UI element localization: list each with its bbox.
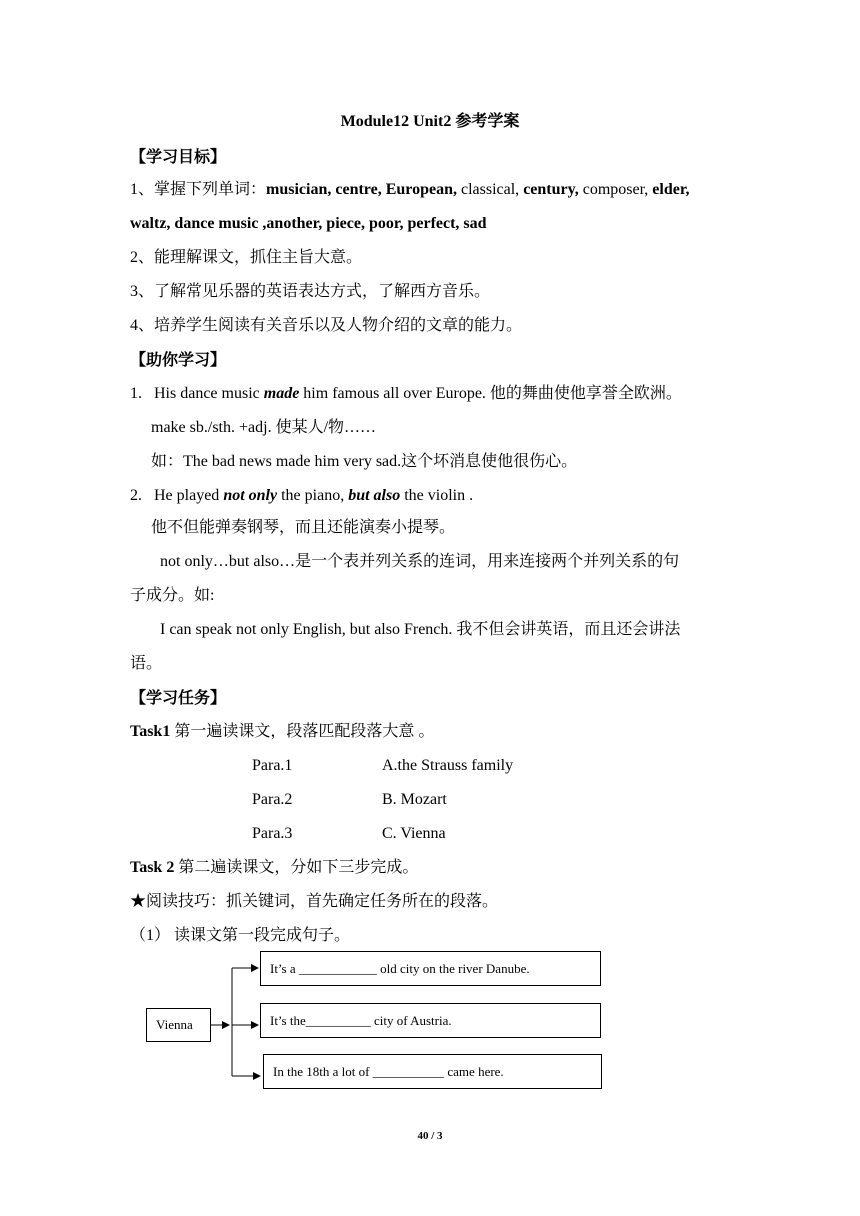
objective-4: 4、培养学生阅读有关音乐以及人物介绍的文章的能力。 <box>130 317 523 334</box>
help-point-2-example-cont: 语。 <box>130 655 163 672</box>
diagram-box-1: It’s a ____________ old city on the river Danube. <box>260 951 601 986</box>
objective-2: 2、能理解课文，抓住主旨大意。 <box>130 249 363 266</box>
task2-text: 第二遍读课文，分如下三步完成。 <box>174 859 419 876</box>
help-point-1-number: 1. <box>130 385 142 402</box>
help-point-1-example: 如：The bad news made him very sad.这个坏消息使他很伤心。 <box>151 453 578 470</box>
objectives-heading: 【学习目标】 <box>130 147 227 166</box>
help-point-1-pattern: make sb./sth. +adj. 使某人/物…… <box>151 419 377 436</box>
help-point-2-text-a: He played <box>154 487 224 504</box>
objective-1-words-c: century, <box>523 181 579 198</box>
help-point-2-example: I can speak not only English, but also French. 我不但会讲英语，而且还会讲法 <box>160 621 681 638</box>
para-idea-1: A.the Strauss family <box>382 757 514 774</box>
task1-label: Task1 <box>130 723 171 740</box>
help-point-2-text-b: the piano, <box>277 487 349 504</box>
para-idea-3: C. Vienna <box>382 825 446 842</box>
objective-1-words-e: elder, <box>652 181 690 198</box>
step-1-instruction: （1） 读课文第一段完成句子。 <box>130 927 351 944</box>
tasks-heading: 【学习任务】 <box>130 688 227 707</box>
para-label-3: Para.3 <box>252 825 293 842</box>
objective-3: 3、了解常见乐器的英语表达方式，了解西方音乐。 <box>130 283 491 300</box>
help-point-1-text-a: His dance music <box>154 385 264 402</box>
help-point-2-translation: 他不但能弹奏钢琴，而且还能演奏小提琴。 <box>151 519 456 536</box>
reading-tip: ★阅读技巧：抓关键词，首先确定任务所在的段落。 <box>130 893 499 910</box>
para-label-1: Para.1 <box>252 757 293 774</box>
diagram-center-box: Vienna <box>146 1008 211 1042</box>
help-point-1-keyword: made <box>263 385 300 402</box>
objective-1-words-d: composer, <box>578 181 653 198</box>
help-point-2-keyword-b: but also <box>348 487 401 504</box>
diagram-box-3: In the 18th a lot of ___________ came here. <box>263 1054 602 1089</box>
task2-label: Task 2 <box>130 859 175 876</box>
help-point-2-explanation: not only…but also…是一个表并列关系的连词，用来连接两个并列关系的句 <box>160 553 680 570</box>
objective-1-words-f: waltz, dance music ,another, piece, poor, perfect, sad <box>130 215 487 232</box>
objective-1-words-b: classical, <box>456 181 524 198</box>
task1-text: 第一遍读课文，段落匹配段落大意 。 <box>170 723 435 740</box>
para-idea-2: B. Mozart <box>382 791 447 808</box>
help-heading: 【助你学习】 <box>130 350 227 369</box>
help-point-2-explanation-cont: 子成分。如: <box>130 587 215 604</box>
help-point-2-number: 2. <box>130 487 142 504</box>
page-number: 40 / 3 <box>417 1130 443 1142</box>
help-point-2-keyword-a: not only <box>223 487 278 504</box>
diagram-box-2: It’s the__________ city of Austria. <box>260 1003 601 1038</box>
objective-1-words-a: musician, centre, European, <box>266 181 457 198</box>
page-title: Module12 Unit2 参考学案 <box>340 113 520 130</box>
help-point-1-text-b: him famous all over Europe. 他的舞曲使他享誉全欧洲。 <box>299 385 682 402</box>
objective-1-prefix: 1、掌握下列单词： <box>130 181 267 198</box>
help-point-2-text-c: the violin . <box>400 487 474 504</box>
para-label-2: Para.2 <box>252 791 293 808</box>
